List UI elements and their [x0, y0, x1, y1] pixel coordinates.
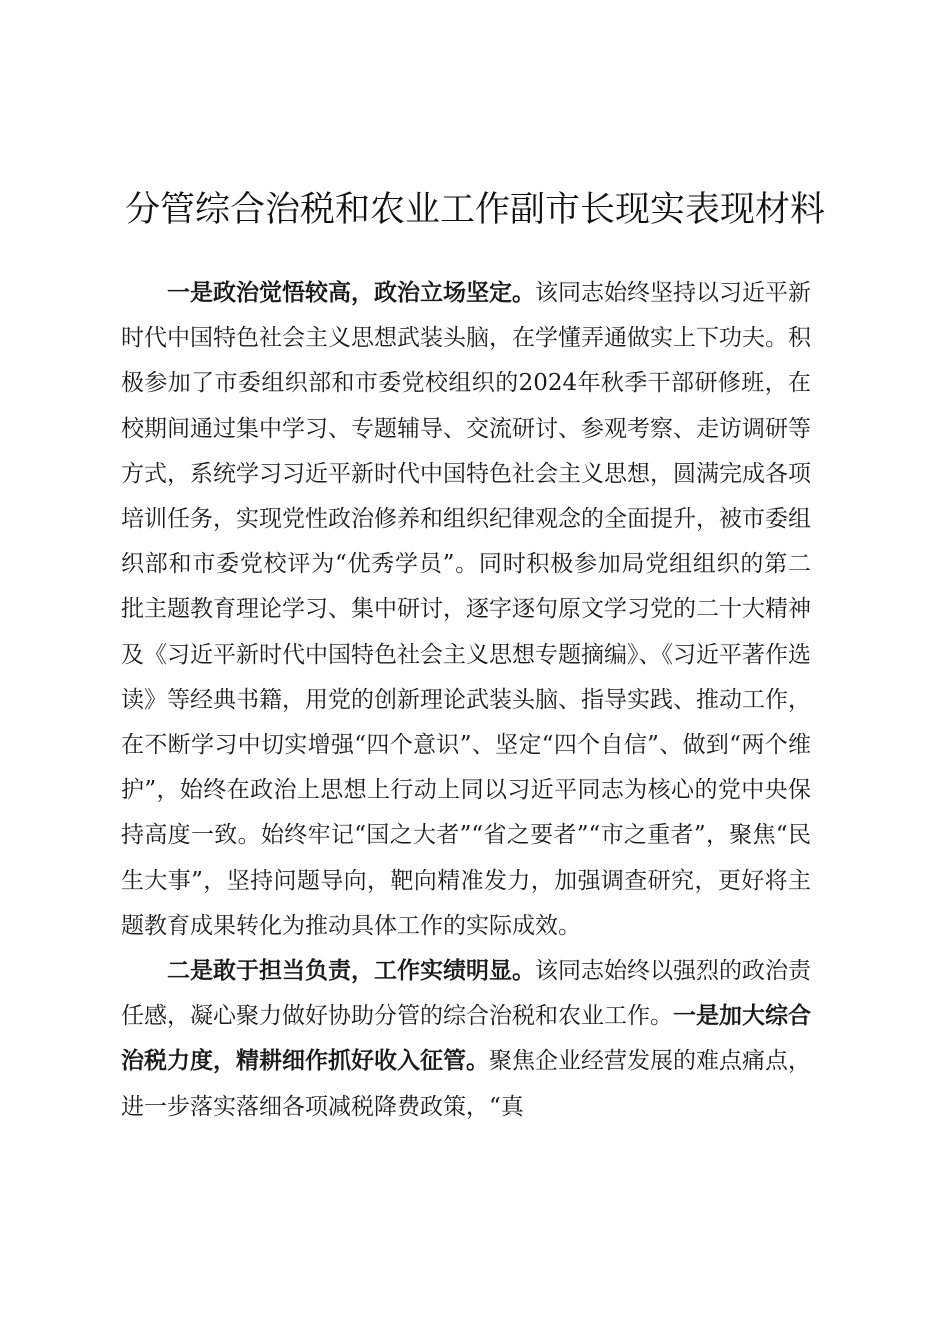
paragraph-tail: 聚焦企业经营发展的难点痛点，进一步落实落细各项减税降费政策，“真 [121, 1048, 811, 1120]
paragraph-political [121, 271, 811, 949]
paragraph-responsibility [121, 949, 811, 1130]
paragraph-lead: 二是敢于担当负责，工作实绩明显。 [167, 958, 535, 985]
paragraph-lead: 一是政治觉悟较高，政治立场坚定。 [167, 280, 535, 306]
paragraph-sublead: 一是加大综合治税力度，精耕细作抓好收入征管。 [121, 1003, 811, 1075]
document-body [121, 271, 811, 1130]
paragraph-text: 该同志始终坚持以习近平新时代中国特色社会主义思想武装头脑，在学懂弄通做实上下功夫。积极参加了市委组织部和市委党校组织的2024年秋季干部研修班，在校期间通过集中学习、专题辅导、交流研讨、参观考察、走访调研等方式，系统学习习近平新时代中国特色社会主义思想，圆满完成各项培训任务，实现党性政治修养和组织纪律观念的全面提升，被市委组织部和市委党校评为“优秀学员”。同时积极参加局党组组织的第二批主题教育理论学习、集中研讨，逐字逐句原文学习党的二十大精神及《习近平新时代中国特色社会主义思想专题摘编》、《习近平著作选读》等经典书籍，用党的创新理论武装头脑、指导实践、推动工作，在不断学习中切实增强“四个意识”、坚定“四个自信”、做到“两个维护”，始终在政治上思想上行动上同以习近平同志为核心的党中央保持高度一致。始终牢记“国之大者”“省之要者”“市之重者”，聚焦“民生大事”，坚持问题导向，靶向精准发力，加强调查研究，更好将主题教育成果转化为推动具体工作的实际成效。 [121, 280, 811, 939]
page-title: 分管综合治税和农业工作副市长现实表现材料 [124, 190, 825, 230]
paragraph-text: 该同志始终以强烈的政治责任感，凝心聚力做好协助分管的综合治税和农业工作。 [121, 958, 811, 1030]
